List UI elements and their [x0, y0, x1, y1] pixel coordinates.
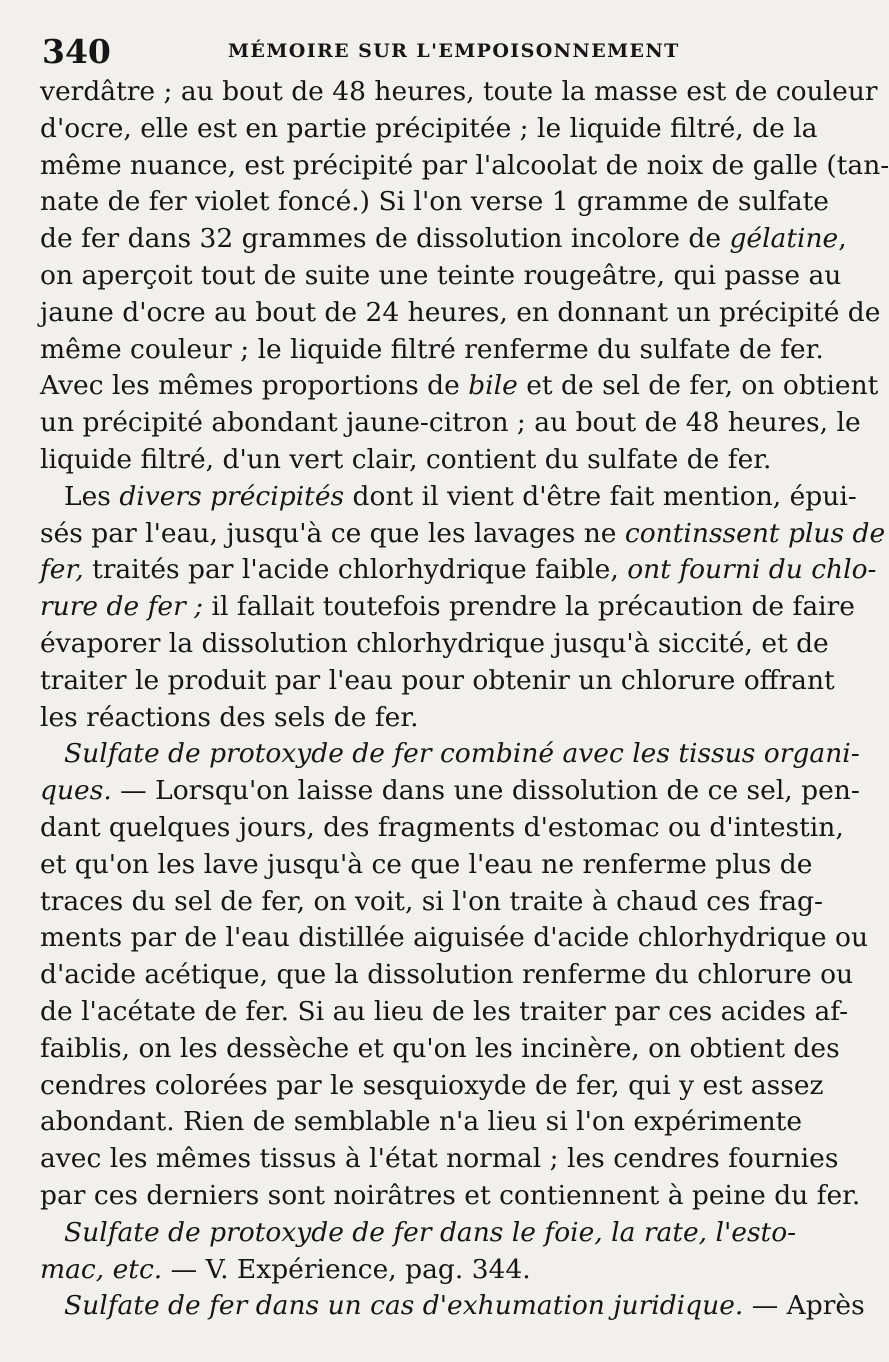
text-run: il fallait toutefois prendre la précaution de faire: [203, 591, 855, 623]
text-run: verdâtre ; au bout de 48 heures, toute la masse est de couleur: [40, 76, 878, 107]
text-run: — V. Expérience, pag. 344.: [162, 1253, 531, 1285]
text-line: [40, 295, 881, 332]
text-run: évaporer la dissolution chlorhydrique jusqu'à siccité, et de: [40, 627, 829, 659]
text-line: [40, 700, 762, 737]
text-line: [40, 884, 823, 921]
text-line: [40, 1252, 762, 1289]
text-run: ments par de l'eau distillée aiguisée d'acide chlorhydrique ou: [40, 922, 869, 954]
text-run: traces du sel de fer, on voit, si l'on traite à chaud ces frag-: [40, 885, 823, 917]
text-line: [40, 148, 889, 185]
italic-text: bile: [468, 370, 518, 402]
italic-text: continssent plus de: [624, 517, 886, 549]
text-run: on aperçoit tout de suite une teinte rougeâtre, qui passe au: [40, 259, 842, 291]
text-run: les réactions des sels de fer.: [40, 701, 419, 733]
text-run: faiblis, on les dessèche et qu'on les incinère, on obtient des: [40, 1032, 840, 1064]
text-line: [40, 1141, 839, 1178]
text-run: par ces derniers sont noirâtres et contiennent à peine du fer.: [40, 1179, 861, 1211]
text-run: de l'acétate de fer. Si au lieu de les traiter par ces acides af-: [40, 995, 849, 1027]
text-line: [40, 552, 877, 589]
text-line: [40, 368, 879, 405]
text-run: traités par l'acide chlorhydrique faible,: [83, 554, 628, 586]
italic-text: Sulfate de fer dans un cas d'exhumation juridique.: [64, 1290, 744, 1322]
text-run: même couleur ; le liquide filtré renferme du sulfate de fer.: [40, 333, 824, 365]
italic-text: fer,: [40, 554, 84, 586]
text-run: d'ocre, elle est en partie précipitée ; le liquide filtré, de la: [40, 112, 818, 144]
text-run: jaune d'ocre au bout de 24 heures, en donnant un précipité de: [40, 296, 881, 328]
text-run: Les: [64, 480, 120, 512]
text-run: un précipité abondant jaune-citron ; au bout de 48 heures, le: [40, 407, 861, 439]
text-run: et de sel de fer, on obtient: [517, 370, 879, 402]
text-line: [40, 405, 861, 442]
text-line: [40, 994, 849, 1031]
text-run: nate de fer violet foncé.) Si l'on verse 1 gramme de sulfate: [40, 186, 829, 218]
body-text: [40, 74, 889, 1325]
text-run: — Après: [743, 1290, 865, 1322]
italic-text: divers précipités: [119, 480, 345, 512]
italic-text: Sulfate de protoxyde de fer combiné avec les tissus organi-: [64, 738, 860, 770]
text-run: cendres colorées par le sesquioxyde de fer, qui y est assez: [40, 1069, 824, 1101]
text-run: ,: [838, 223, 847, 255]
text-run: Avec les mêmes proportions de: [40, 370, 469, 402]
text-run: même nuance, est précipité par l'alcoolat de noix de galle (tan-: [40, 149, 889, 181]
page-number: 340: [42, 32, 111, 71]
text-line: [40, 626, 829, 663]
text-run: et qu'on les lave jusqu'à ce que l'eau ne renferme plus de: [40, 848, 813, 880]
italic-text: ont fourni du chlo-: [627, 554, 877, 586]
text-line: [40, 847, 813, 884]
text-line: [40, 1068, 824, 1105]
text-line: [40, 736, 860, 773]
text-line: [40, 810, 844, 847]
text-line: [40, 442, 772, 479]
italic-text: mac, etc.: [40, 1253, 163, 1285]
italic-text: gélatine: [729, 223, 839, 255]
text-line: [40, 1215, 797, 1252]
italic-text: ques.: [40, 775, 112, 807]
text-line: [40, 332, 824, 369]
text-line: [40, 516, 886, 553]
text-run: de fer dans 32 grammes de dissolution incolore de: [40, 223, 730, 255]
running-head: MÉMOIRE SUR L'EMPOISONNEMENT: [228, 40, 680, 62]
text-run: avec les mêmes tissus à l'état normal ; les cendres fournies: [40, 1143, 839, 1175]
text-line: [40, 1178, 861, 1215]
text-run: dant quelques jours, des fragments d'estomac ou d'intestin,: [40, 811, 844, 843]
text-run: — Lorsqu'on laisse dans une dissolution de ce sel, pen-: [111, 775, 860, 807]
text-line: [40, 957, 854, 994]
italic-text: Sulfate de protoxyde de fer dans le foie, la rate, l'esto-: [64, 1216, 797, 1248]
text-line: [40, 589, 855, 626]
text-line: [40, 74, 878, 111]
text-line: [40, 221, 847, 258]
text-line: [40, 479, 857, 516]
text-run: abondant. Rien de semblable n'a lieu si l'on expérimente: [40, 1106, 803, 1138]
text-line: [40, 1288, 865, 1325]
text-run: dont il vient d'être fait mention, épui-: [344, 480, 857, 512]
page-header: [36, 28, 764, 72]
text-line: [40, 1031, 840, 1068]
text-run: d'acide acétique, que la dissolution renferme du chlorure ou: [40, 959, 854, 991]
text-line: [40, 773, 860, 810]
italic-text: rure de fer ;: [40, 591, 204, 623]
text-run: liquide filtré, d'un vert clair, contient du sulfate de fer.: [40, 443, 772, 475]
text-line: [40, 663, 835, 700]
text-line: [40, 920, 869, 957]
text-run: sés par l'eau, jusqu'à ce que les lavages ne: [40, 517, 625, 549]
text-line: [40, 258, 842, 295]
text-line: [40, 184, 829, 221]
text-line: [40, 111, 818, 148]
text-run: traiter le produit par l'eau pour obtenir un chlorure offrant: [40, 664, 835, 696]
text-line: [40, 1104, 803, 1141]
